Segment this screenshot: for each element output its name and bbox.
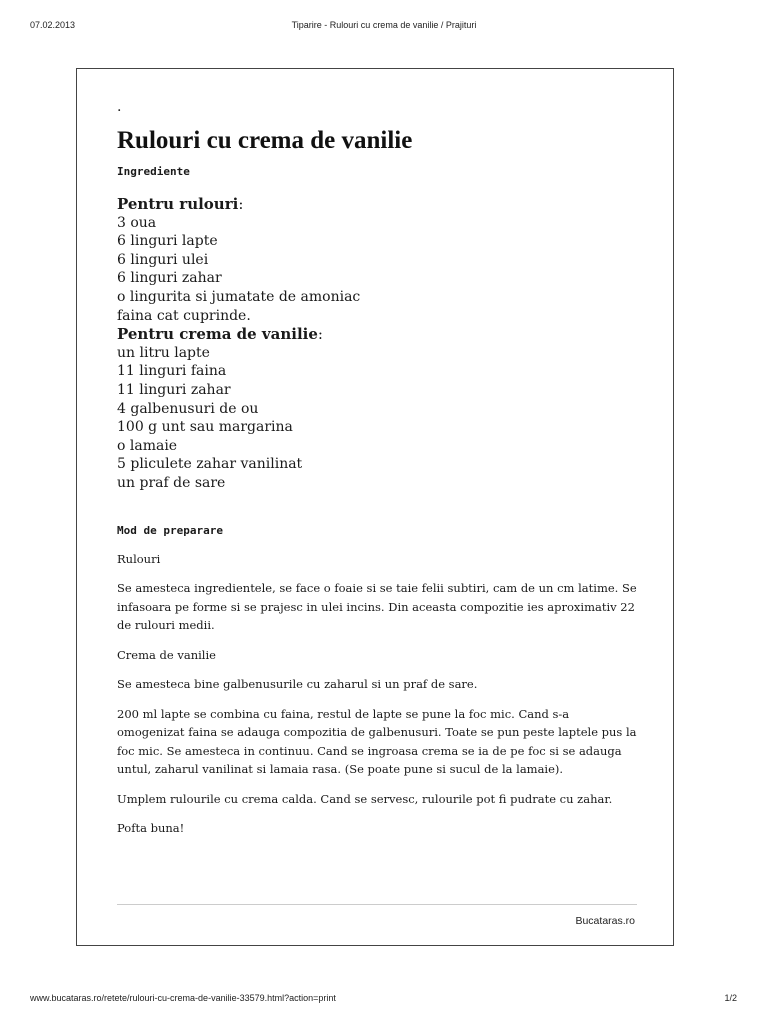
ingredient-group-heading: Pentru crema de vanilie: xyxy=(117,325,323,344)
print-page-title: Tiparire - Rulouri cu crema de vanilie / Prajituri xyxy=(291,20,477,30)
recipe-content xyxy=(117,99,637,849)
ingredients-label: Ingrediente xyxy=(117,165,190,178)
method-paragraph: Rulouri xyxy=(117,551,161,566)
method-label: Mod de preparare xyxy=(117,523,223,537)
method-paragraph: 200 ml lapte se combina cu faina, restul de lapte se pune la foc mic. Cand s-a omogenizat faina se adauga compozitia de galbenusuri. Toate se pun peste laptele pus la foc mic. Se amesteca in continuu. Cand se ingroasa crema se ia de pe foc si se adauga untul, zaharul vanilinat si lamaia rasa. (Se poate pune si sucul de la lamaie). xyxy=(117,706,637,776)
page-number: 1/2 xyxy=(724,993,737,1003)
ingredient-item: 5 pliculete zahar vanilinat xyxy=(117,456,303,473)
ingredients-list xyxy=(117,195,637,493)
ingredient-item: 4 galbenusuri de ou xyxy=(117,400,259,417)
print-date: 07.02.2013 xyxy=(30,20,76,30)
ingredient-item: 3 oua xyxy=(117,214,157,231)
ingredient-item: 11 linguri zahar xyxy=(117,381,231,398)
method-paragraph: Se amesteca ingredientele, se face o foaie si se taie felii subtiri, cam de un cm latime. Se infasoara pe forme si se prajesc in ulei incins. Din aceasta compozitie ies aproximativ 22 de rulouri medii. xyxy=(117,581,637,632)
method-paragraph: Se amesteca bine galbenusurile cu zaharul si un praf de sare. xyxy=(117,677,478,691)
print-footer xyxy=(0,993,768,1007)
ingredient-item: 6 linguri lapte xyxy=(117,233,218,250)
method-text xyxy=(117,550,637,838)
method-paragraph: Umplem rulourile cu crema calda. Cand se servesc, rulourile pot fi pudrate cu zahar. xyxy=(117,791,613,806)
ingredient-item: 6 linguri zahar xyxy=(117,270,222,287)
stray-dot: . xyxy=(117,99,122,115)
method-paragraph: Crema de vanilie xyxy=(117,647,216,662)
ingredient-item: un praf de sare xyxy=(117,474,226,491)
recipe-sheet xyxy=(76,68,674,946)
ingredient-item: o lingurita si jumatate de amoniac xyxy=(117,288,361,305)
footer-divider xyxy=(117,904,637,905)
ingredient-item: 100 g unt sau margarina xyxy=(117,419,293,436)
ingredient-item: un litru lapte xyxy=(117,344,210,361)
site-brand: Bucataras.ro xyxy=(575,915,635,927)
print-url: www.bucataras.ro/retete/rulouri-cu-crema-de-vanilie-33579.html?action=print xyxy=(30,993,336,1003)
ingredient-item: 11 linguri faina xyxy=(117,363,227,380)
print-header xyxy=(0,20,768,34)
ingredient-item: o lamaie xyxy=(117,437,178,454)
ingredient-item: faina cat cuprinde. xyxy=(117,307,251,324)
ingredient-item: 6 linguri ulei xyxy=(117,251,209,268)
ingredient-group-heading: Pentru rulouri: xyxy=(117,195,244,213)
method-paragraph: Pofta buna! xyxy=(117,821,185,835)
recipe-title: Rulouri cu crema de vanilie xyxy=(117,127,413,154)
